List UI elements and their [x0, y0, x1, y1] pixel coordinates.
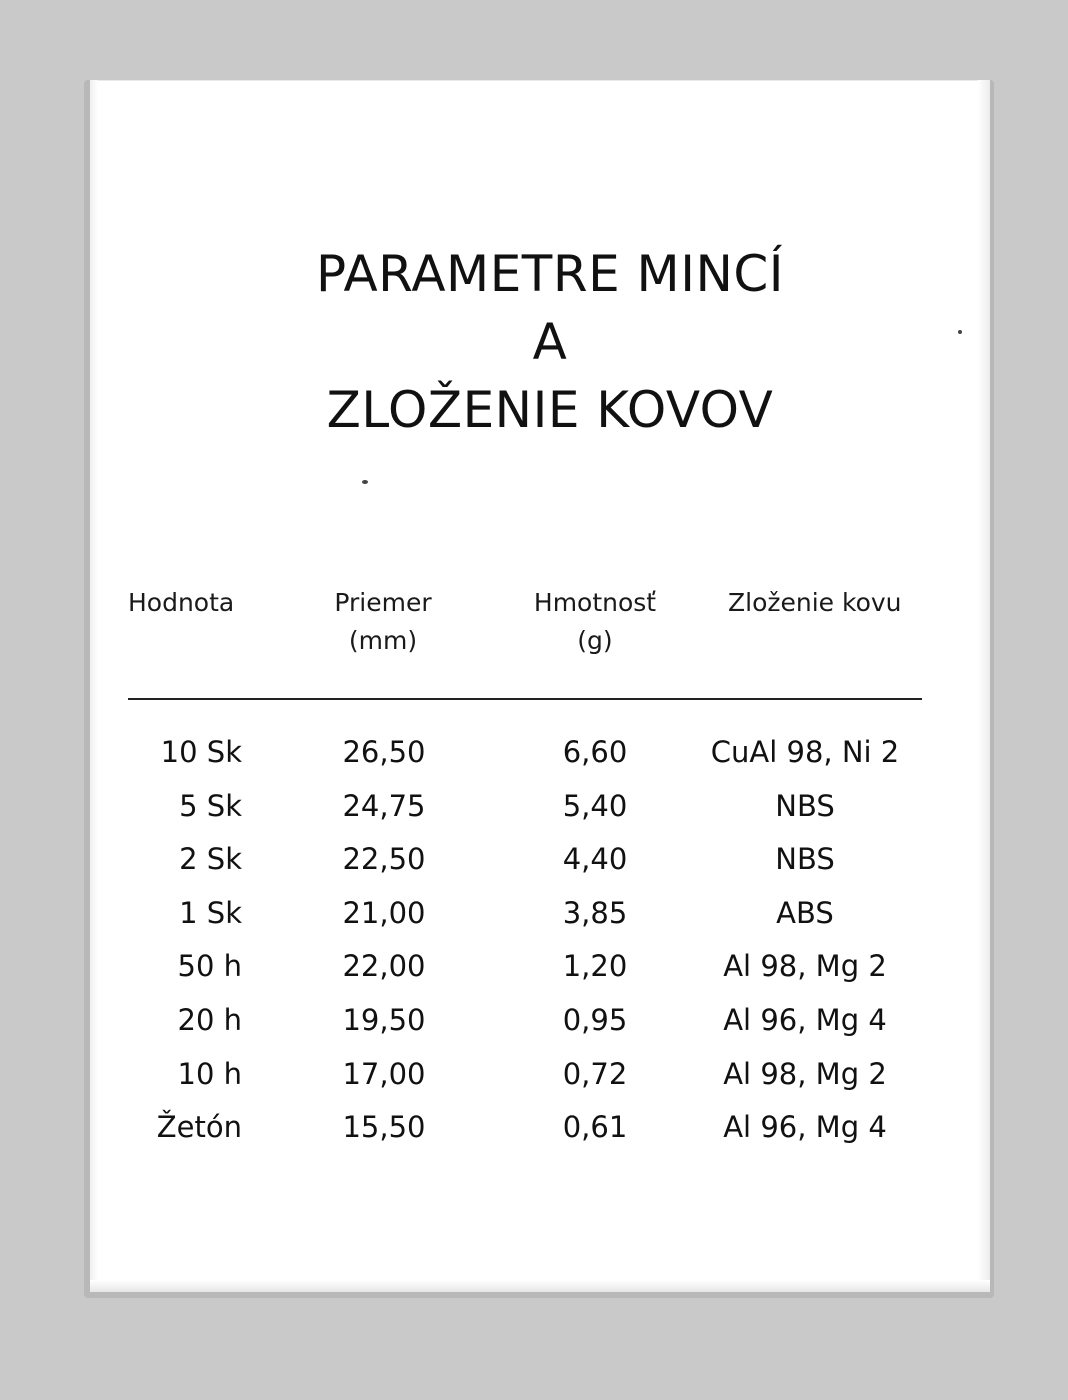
column-header-mass-label: Hmotnosť: [533, 588, 657, 617]
table-row: [0, 886, 1068, 940]
column-header-diameter-unit: (mm): [348, 626, 418, 655]
row-mass: 0,72: [562, 1056, 628, 1091]
row-diameter: 19,50: [342, 1003, 426, 1037]
column-header-diameter: [318, 584, 448, 660]
print-speck: [958, 330, 962, 334]
card-edge-bottom: [90, 1280, 990, 1292]
row-composition: NBS: [775, 842, 835, 877]
table-row: [0, 1100, 1068, 1154]
row-value: 10 h: [177, 1056, 242, 1091]
table-row: [0, 725, 1068, 779]
column-header-composition: Zloženie kovu: [728, 588, 902, 617]
row-mass: 0,95: [562, 1003, 628, 1037]
row-composition: Al 96, Mg 4: [723, 1003, 887, 1037]
row-composition: Al 96, Mg 4: [723, 1110, 887, 1145]
row-value: 2 Sk: [179, 842, 242, 877]
column-header-mass: [520, 584, 670, 660]
column-header-value: Hodnota: [128, 588, 235, 617]
page-title: [200, 240, 900, 444]
row-composition: Al 98, Mg 2: [723, 949, 887, 984]
row-mass: 6,60: [562, 735, 628, 769]
row-composition: CuAl 98, Ni 2: [710, 735, 900, 769]
row-mass: 5,40: [562, 788, 628, 823]
column-header-mass-unit: (g): [577, 626, 613, 655]
print-speck: [362, 480, 368, 484]
table-row: [0, 1047, 1068, 1101]
row-diameter: 24,75: [342, 788, 426, 823]
row-value: 20 h: [177, 1003, 242, 1037]
row-mass: 0,61: [562, 1110, 628, 1145]
row-value: 5 Sk: [179, 788, 242, 823]
row-value: Žetón: [156, 1110, 242, 1145]
row-composition: Al 98, Mg 2: [723, 1056, 887, 1091]
row-diameter: 22,00: [342, 949, 426, 984]
row-value: 50 h: [177, 949, 242, 984]
row-diameter: 17,00: [342, 1056, 426, 1091]
title-line-1: PARAMETRE MINCÍ: [315, 245, 785, 303]
header-divider: [128, 698, 922, 700]
row-diameter: 15,50: [342, 1110, 426, 1145]
table-row: [0, 993, 1068, 1047]
title-line-3: ZLOŽENIE KOVOV: [326, 381, 774, 439]
row-mass: 3,85: [562, 895, 628, 930]
row-diameter: 26,50: [342, 735, 426, 769]
row-composition: NBS: [775, 788, 835, 823]
row-diameter: 22,50: [342, 842, 426, 877]
row-diameter: 21,00: [342, 895, 426, 930]
table-row: [0, 779, 1068, 833]
table-row: [0, 939, 1068, 993]
column-header-diameter-label: Priemer: [334, 588, 432, 617]
row-mass: 1,20: [562, 949, 628, 984]
title-line-2: A: [532, 313, 568, 371]
row-composition: ABS: [776, 895, 834, 930]
row-mass: 4,40: [562, 842, 628, 877]
row-value: 1 Sk: [179, 895, 242, 930]
table-row: [0, 832, 1068, 886]
row-value: 10 Sk: [160, 735, 242, 769]
